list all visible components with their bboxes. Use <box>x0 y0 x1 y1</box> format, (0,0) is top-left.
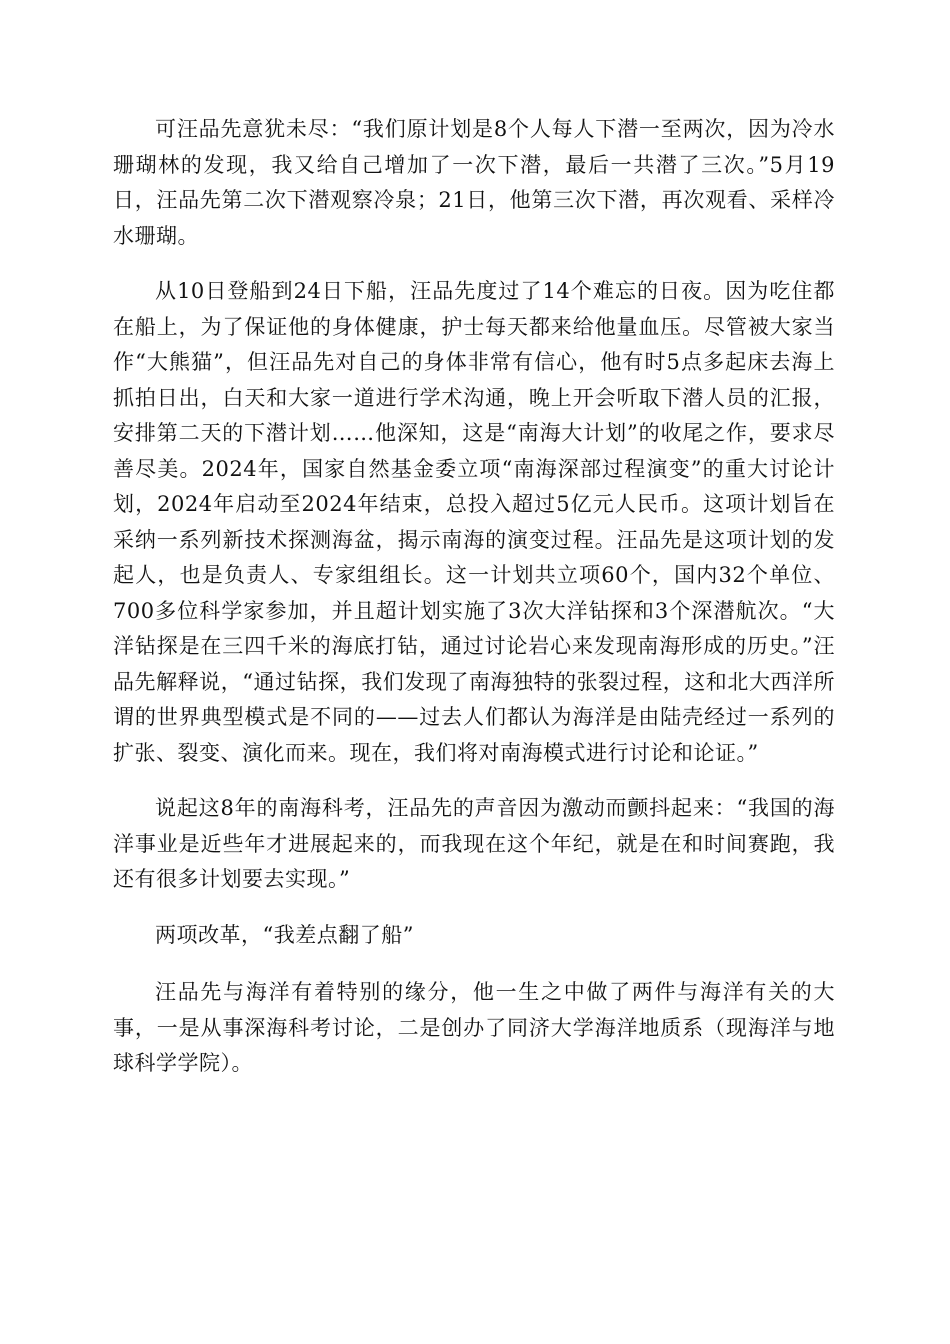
paragraph-ocean-affinity: 汪品先与海洋有着特别的缘分，他一生之中做了两件与海洋有关的大事，一是从事深海科考讨论，二是创办了同济大学海洋地质系（现海洋与地球科学学院）。 <box>113 980 835 1075</box>
paragraph-south-sea-plan: 从10日登船到24日下船，汪品先度过了14个难忘的日夜。因为吃住都在船上，为了保证他的身体健康，护士每天都来给他量血压。尽管被大家当作“大熊猫”，但汪品先对自己的身体非常有信心，他有时5点多起床去海上抓拍日出，白天和大家一道进行学术沟通，晚上开会听取下潜人员的汇报，安排第二天的下潜计划……他深知，这是“南海大计划”的收尾之作，要求尽善尽美。2024年，国家自然基金委立项“南海深部过程演变”的重大讨论计划，2024年启动至2024年结束，总投入超过5亿元人民币。这项计划旨在采纳一系列新技术探测海盆，揭示南海的演变过程。汪品先是这项计划的发起人，也是负责人、专家组组长。这一计划共立项60个，国内32个单位、700多位科学家参加，并且超计划实施了3次大洋钻探和3个深潜航次。“大洋钻探是在三四千米的海底打钻，通过讨论岩心来发现南海形成的历史。”汪品先解释说，“通过钻探，我们发现了南海独特的张裂过程，这和北大西洋所谓的世界典型模式是不同的——过去人们都认为海洋是由陆壳经过一系列的扩张、裂变、演化而来。现在，我们将对南海模式进行讨论和论证。” <box>113 279 835 765</box>
paragraph-dive-count: 可汪品先意犹未尽：“我们原计划是8个人每人下潜一至两次，因为冷水珊瑚林的发现，我又给自己增加了一次下潜，最后一共潜了三次。”5月19日，汪品先第二次下潜观察冷泉；21日，他第三次下潜，再次观看、采样冷水珊瑚。 <box>113 117 835 248</box>
paragraph-race-against-time: 说起这8年的南海科考，汪品先的声音因为激动而颤抖起来：“我国的海洋事业是近些年才进展起来的，而我现在这个年纪，就是在和时间赛跑，我还有很多计划要去实现。” <box>113 796 835 891</box>
section-heading: 两项改革，“我差点翻了船” <box>155 922 414 947</box>
document-page <box>113 112 835 1102</box>
